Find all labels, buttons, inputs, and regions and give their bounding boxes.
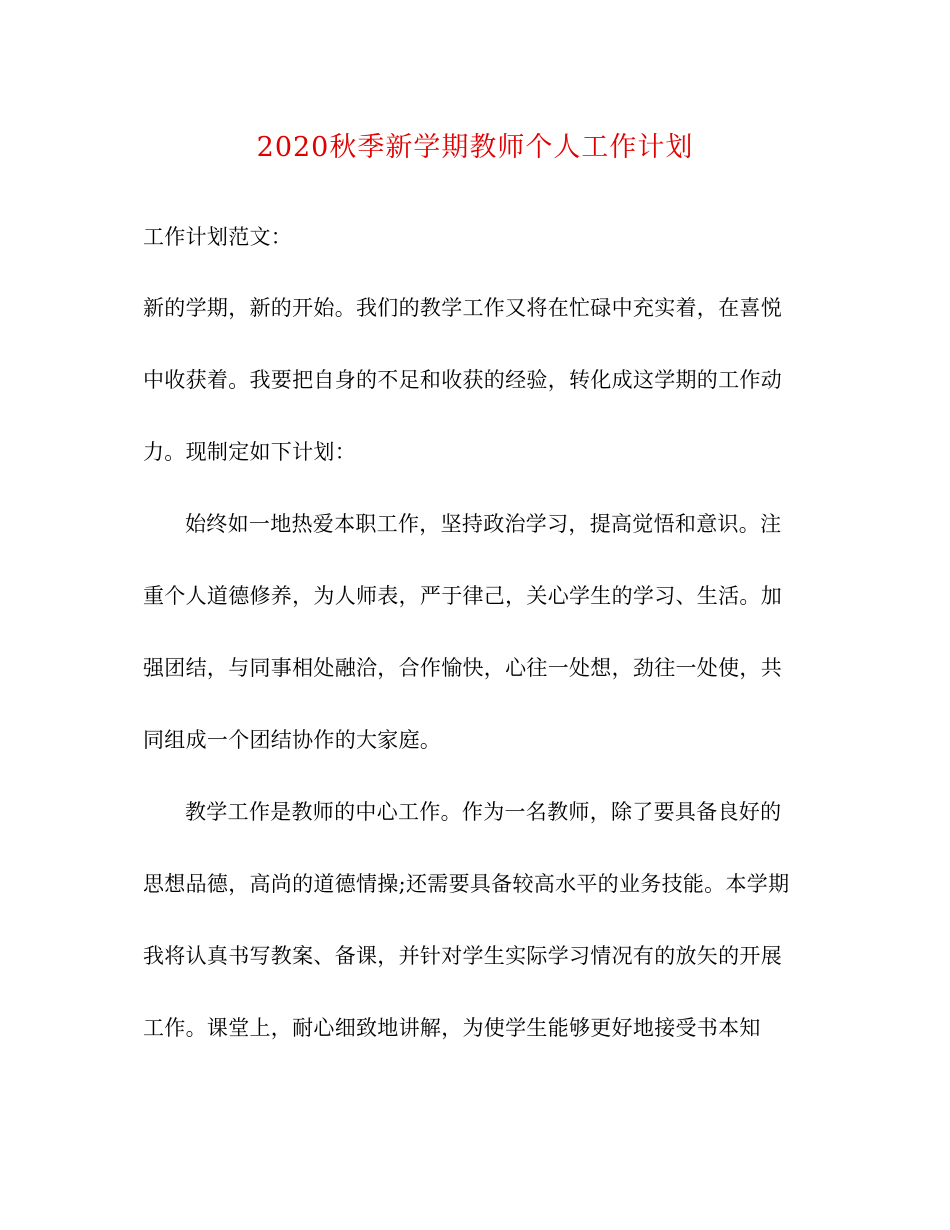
text-line: 工作。课堂上，耐心细致地讲解，为使学生能够更好地接受书本知 (143, 1016, 761, 1040)
text-line: 中收获着。我要把自身的不足和收获的经验，转化成这学期的工作动 (143, 368, 782, 392)
text-line: 强团结，与同事相处融洽，合作愉快，心往一处想，劲往一处使，共 (143, 656, 782, 680)
text-line: 我将认真书写教案、备课，并针对学生实际学习情况有的放矢的开展 (143, 944, 782, 968)
text-line: 重个人道德修养，为人师表，严于律己，关心学生的学习、生活。加 (143, 584, 782, 608)
text-line: 教学工作是教师的中心工作。作为一名教师，除了要具备良好的 (185, 800, 782, 824)
document-title: 2020秋季新学期教师个人工作计划 (256, 132, 694, 163)
text-line: 新的学期，新的开始。我们的教学工作又将在忙碌中充实着，在喜悦 (143, 296, 782, 320)
text-line: 同组成一个团结协作的大家庭。 (143, 728, 442, 752)
text-line: 工作计划范文： (143, 225, 293, 249)
text-line: 思想品德，高尚的道德情操;还需要具备较高水平的业务技能。本学期 (143, 872, 790, 896)
text-line: 始终如一地热爱本职工作，坚持政治学习，提高觉悟和意识。注 (185, 512, 782, 536)
text-line: 力。现制定如下计划： (143, 440, 356, 464)
